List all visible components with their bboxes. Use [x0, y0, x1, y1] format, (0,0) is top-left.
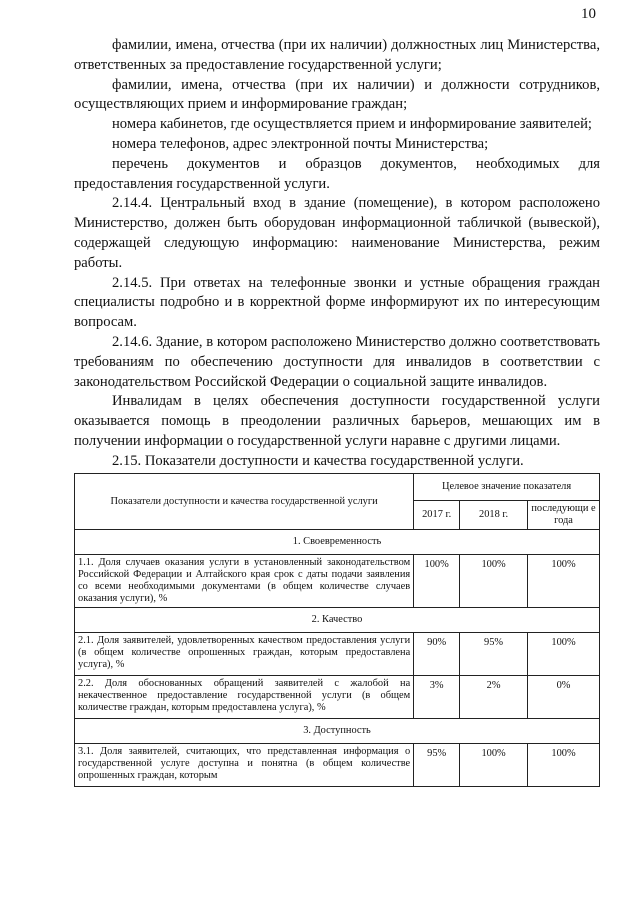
paragraph: 2.14.4. Центральный вход в здание (помещение), в котором расположено Министерство, должен быть оборудован информационной табличкой (вывеской), содержащей следующую информацию: наименование Министерства, режим работы. — [74, 195, 600, 271]
header-2017: 2017 г. — [414, 501, 460, 530]
paragraph: номера кабинетов, где осуществляется прием и информирование заявителей; — [112, 116, 592, 133]
value-2017: 100% — [414, 555, 460, 608]
table-row — [75, 676, 600, 719]
value-2017: 95% — [414, 744, 460, 787]
section-row — [75, 608, 600, 633]
table-row — [75, 744, 600, 787]
paragraph: 2.14.6. Здание, в котором расположено Министерство должно соответствовать требованиям по обеспечению доступности для инвалидов в соответствии с законодательством Российской Федерации о социальной защите инвалидов. — [74, 333, 600, 390]
section-row — [75, 530, 600, 555]
value-2017: 3% — [414, 676, 460, 719]
table-row — [75, 633, 600, 676]
paragraph: фамилии, имена, отчества (при их наличии) должностных лиц Министерства, ответственных за предоставление государственной услуги; — [74, 37, 600, 73]
header-target: Целевое значение показателя — [414, 474, 600, 501]
body-text — [74, 36, 600, 472]
paragraph: фамилии, имена, отчества (при их наличии) и должности сотрудников, осуществляющих прием и информирование граждан; — [74, 76, 600, 113]
paragraph: 2.14.5. При ответах на телефонные звонки и устные обращения граждан специалисты подробно и в корректной форме информируют их по интересующим вопросам. — [74, 274, 600, 331]
value-2018: 100% — [460, 744, 528, 787]
header-next-years: последующи е года — [528, 501, 600, 530]
indicators-table — [74, 473, 600, 787]
value-next: 100% — [528, 633, 600, 676]
value-2017: 90% — [414, 633, 460, 676]
value-next: 0% — [528, 676, 600, 719]
table-row — [75, 555, 600, 608]
header-indicator: Показатели доступности и качества государственной услуги — [75, 474, 414, 530]
page-number: 10 — [581, 6, 596, 22]
value-next: 100% — [528, 555, 600, 608]
paragraph: номера телефонов, адрес электронной почты Министерства; — [112, 135, 489, 152]
section-title: 2. Качество — [75, 608, 600, 633]
section-row — [75, 719, 600, 744]
value-next: 100% — [528, 744, 600, 787]
table-header-row — [75, 474, 600, 501]
header-2018: 2018 г. — [460, 501, 528, 530]
value-2018: 100% — [460, 555, 528, 608]
indicator-cell: 2.1. Доля заявителей, удовлетворенных качеством предоставления услуги (в общем количестве опрошенных граждан, которым предоставлена услуга), % — [75, 633, 414, 676]
indicator-cell: 3.1. Доля заявителей, считающих, что представленная информация о государственной услуге доступна и понятна (в общем количестве опрошенных граждан, которым — [75, 744, 414, 787]
section-title: 1. Своевременность — [75, 530, 600, 555]
paragraph: Инвалидам в целях обеспечения доступности государственной услуги оказывается помощь в преодолении различных барьеров, мешающих им в получении информации о государственной услуги наравне с другими лицами. — [74, 393, 600, 449]
value-2018: 2% — [460, 676, 528, 719]
paragraph: 2.15. Показатели доступности и качества государственной услуги. — [112, 452, 524, 469]
value-2018: 95% — [460, 633, 528, 676]
indicator-cell: 2.2. Доля обоснованных обращений заявителей с жалобой на некачественное предоставление государственной услуги (в общем количестве граждан, которым предоставлена услуга), % — [75, 676, 414, 719]
section-title: 3. Доступность — [75, 719, 600, 744]
paragraph: перечень документов и образцов документов, необходимых для предоставления государственной услуги. — [74, 155, 600, 192]
indicator-cell: 1.1. Доля случаев оказания услуги в установленный законодательством Российской Федерации и Алтайского края срок с даты подачи заявления со всеми необходимыми документами (в общем количестве случаев оказания услуги), % — [75, 555, 414, 608]
